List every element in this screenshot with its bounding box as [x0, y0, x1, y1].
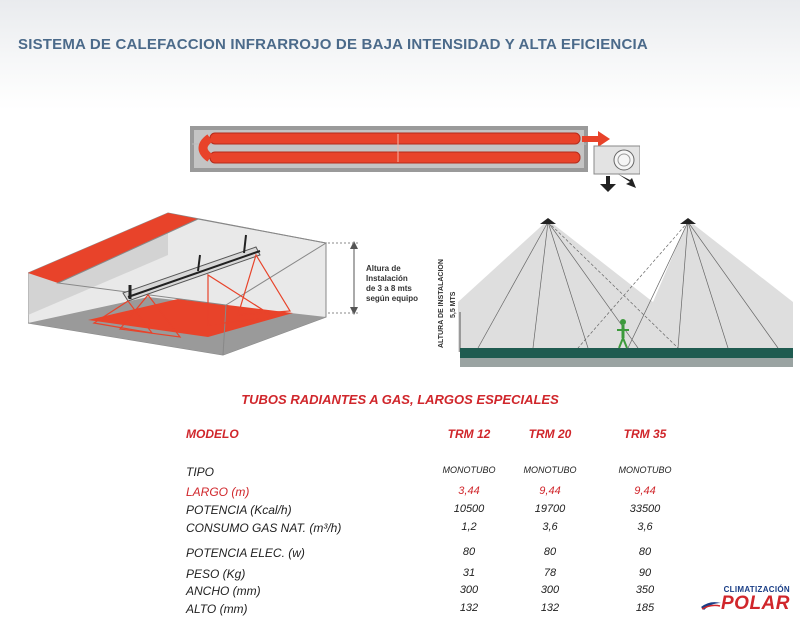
row-label: POTENCIA ELEC. (w): [186, 546, 305, 560]
row-value: 350: [635, 584, 655, 596]
logo-brand-text: POLAR: [721, 593, 790, 614]
row-value: 132: [459, 602, 479, 614]
model-2: TRM 20: [528, 427, 572, 441]
profile-label-value: 5,5 MTS: [450, 291, 457, 318]
radiation-profile-illustration: [438, 212, 793, 372]
section-subtitle: TUBOS RADIANTES A GAS, LARGOS ESPECIALES: [241, 392, 559, 407]
row-value: 300: [540, 584, 560, 596]
row-value: 19700: [534, 503, 566, 515]
table-row: [0, 503, 800, 519]
row-value: 132: [540, 602, 560, 614]
row-value: 185: [635, 602, 655, 614]
row-value: 31: [462, 567, 476, 579]
table-row: [0, 485, 800, 501]
row-value: 1,2: [461, 521, 477, 533]
table-row: [0, 521, 800, 537]
row-value: 80: [543, 546, 557, 558]
model-3: TRM 35: [623, 427, 667, 441]
callout-line-2: Instalación: [366, 274, 408, 283]
profile-label-height: ALTURA DE INSTALACION: [438, 259, 445, 348]
page-title: SISTEMA DE CALEFACCION INFRARROJO DE BAJA INTENSIDAD Y ALTA EFICIENCIA: [18, 36, 648, 53]
row-value: 90: [638, 567, 652, 579]
row-value: 3,6: [542, 521, 558, 533]
row-value: 80: [638, 546, 652, 558]
table-row: [0, 546, 800, 562]
row-value: 9,44: [634, 485, 656, 497]
row-value: 80: [462, 546, 476, 558]
row-value: 9,44: [539, 485, 561, 497]
table-row: [0, 567, 800, 583]
swoosh-icon: [700, 599, 722, 611]
row-label: CONSUMO GAS NAT. (m³/h): [186, 521, 342, 535]
room-installation-illustration: [28, 205, 403, 365]
row-label: TIPO: [186, 465, 215, 479]
row-label: LARGO (m): [186, 485, 250, 499]
callout-line-1: Altura de: [366, 264, 401, 273]
table-row: [0, 465, 800, 481]
row-value: 300: [459, 584, 479, 596]
row-value: 33500: [629, 503, 661, 515]
row-label: POTENCIA (Kcal/h): [186, 503, 292, 517]
table-header-row: [0, 427, 800, 443]
row-value: MONOTUBO: [523, 465, 577, 475]
row-label: ALTO (mm): [186, 602, 248, 616]
row-value: 78: [543, 567, 557, 579]
installation-height-callout: [366, 264, 436, 304]
row-label: ANCHO (mm): [186, 584, 261, 598]
table-row: [0, 584, 800, 600]
row-value: 3,6: [637, 521, 653, 533]
row-value: 3,44: [458, 485, 480, 497]
header-label: MODELO: [186, 427, 239, 441]
row-value: 10500: [453, 503, 485, 515]
row-value: MONOTUBO: [442, 465, 496, 475]
row-value: MONOTUBO: [618, 465, 672, 475]
callout-line-3: de 3 a 8 mts: [366, 284, 412, 293]
logo-top-text: CLIMATIZACIÓN: [723, 585, 790, 594]
tube-heater-illustration: [190, 122, 640, 192]
model-1: TRM 12: [447, 427, 491, 441]
row-label: PESO (Kg): [186, 567, 246, 581]
table-row: [0, 602, 800, 618]
callout-line-4: según equipo: [366, 294, 418, 303]
brand-logo: [698, 585, 794, 617]
